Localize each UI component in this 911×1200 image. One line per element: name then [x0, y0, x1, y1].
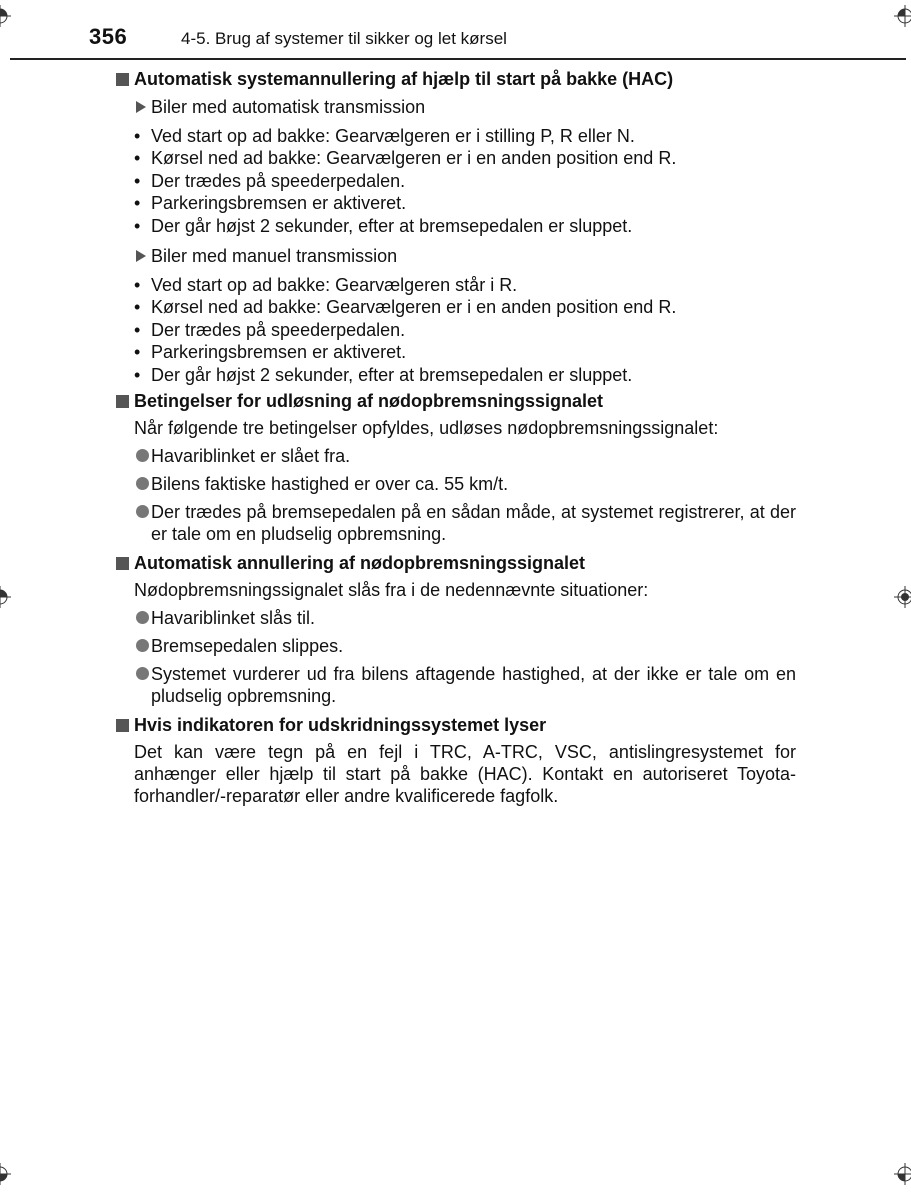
section-heading — [116, 68, 796, 92]
section-heading-text: Betingelser for udløsning af nødopbremsningssignalet — [134, 390, 604, 411]
subheading-text: Biler med automatisk transmission — [151, 97, 426, 117]
dot-bullet-icon: • — [134, 215, 141, 236]
section-heading-text: Automatisk systemannullering af hjælp til start på bakke (HAC) — [134, 69, 674, 89]
list-item: • Ved start op ad bakke: Gearvælgeren står i R. — [134, 274, 518, 295]
section-heading-text: Automatisk annullering af nødopbremsningssignalet — [134, 552, 586, 573]
list-item: • Ved start op ad bakke: Gearvælgeren er i stilling P, R eller N. — [134, 126, 635, 146]
list-item: • Kørsel ned ad bakke: Gearvælgeren er i en anden position end R. — [134, 148, 677, 169]
square-bullet-icon — [116, 73, 129, 86]
circle-bullet-icon — [136, 611, 149, 624]
section-intro: Når følgende tre betingelser opfyldes, udløses nødopbremsningssignalet: — [134, 417, 719, 438]
dot-bullet-icon: • — [134, 148, 141, 169]
chapter-title: 4-5. Brug af systemer til sikker og let kørsel — [181, 29, 507, 48]
list-item: Havariblinket er slået fra. — [116, 445, 796, 467]
header-divider — [10, 58, 906, 60]
triangle-bullet-icon — [136, 101, 146, 113]
section-heading-text: Hvis indikatoren for udskridningssystemet lyser — [134, 714, 547, 735]
dot-bullet-icon: • — [134, 274, 141, 295]
page-number: 356 — [89, 24, 128, 49]
list-item: Systemet vurderer ud fra bilens aftagende hastighed, at der ikke er tale om en pludselig opbremsning. — [116, 663, 796, 707]
list-item: • Parkeringsbremsen er aktiveret. — [134, 342, 407, 363]
circle-bullet-icon — [136, 639, 149, 652]
page-content — [116, 68, 796, 807]
subheading-text: Biler med manuel transmission — [151, 245, 398, 266]
list-item: Bilens faktiske hastighed er over ca. 55 km/t. — [116, 473, 796, 495]
list-item: Bremsepedalen slippes. — [116, 635, 796, 657]
list-item: • Der går højst 2 sekunder, efter at bremsepedalen er sluppet. — [134, 215, 633, 236]
dot-bullet-icon: • — [134, 193, 141, 214]
dot-bullet-icon: • — [134, 319, 141, 340]
section-intro: Nødopbremsningssignalet slås fra i de nedennævnte situationer: — [134, 579, 649, 600]
registration-mark-bottom-right — [894, 1163, 911, 1185]
dot-bullet-icon: • — [134, 126, 141, 146]
condition-list — [116, 274, 796, 386]
condition-list — [116, 125, 796, 237]
circle-bullet-icon — [136, 505, 149, 518]
circle-bullet-icon — [136, 449, 149, 462]
registration-mark-middle-right — [894, 586, 911, 608]
list-item: • Der går højst 2 sekunder, efter at bremsepedalen er sluppet. — [134, 364, 633, 385]
list-item: • Der trædes på speederpedalen. — [134, 319, 406, 340]
registration-mark-bottom-left — [0, 1163, 11, 1185]
subheading — [116, 96, 796, 121]
section-heading — [116, 390, 796, 414]
section-heading — [116, 714, 796, 738]
list-item: • Der trædes på speederpedalen. — [134, 170, 406, 191]
registration-mark-middle-left — [0, 586, 11, 608]
dot-bullet-icon: • — [134, 342, 141, 363]
triangle-bullet-icon — [136, 250, 146, 262]
page-header — [0, 0, 911, 62]
dot-bullet-icon: • — [134, 170, 141, 191]
square-bullet-icon — [116, 557, 129, 570]
list-item: • Kørsel ned ad bakke: Gearvælgeren er i en anden position end R. — [134, 297, 677, 318]
dot-bullet-icon: • — [134, 297, 141, 318]
list-item: Havariblinket slås til. — [116, 607, 796, 629]
section-body: Det kan være tegn på en fejl i TRC, A-TRC, VSC, antislingresystemet for anhænger eller hjælp til start på bakke (HAC). Kontakt en autoriseret Toyota-forhandler/-reparatør eller andre kvalificerede fagfolk. — [134, 741, 796, 806]
square-bullet-icon — [116, 395, 129, 408]
section-heading — [116, 552, 796, 576]
dot-bullet-icon: • — [134, 364, 141, 385]
square-bullet-icon — [116, 719, 129, 732]
list-item: • Parkeringsbremsen er aktiveret. — [134, 193, 407, 214]
circle-bullet-icon — [136, 667, 149, 680]
subheading — [116, 245, 796, 270]
list-item: Der trædes på bremsepedalen på en sådan måde, at systemet registrerer, at der er tale om en pludselig opbremsning. — [116, 501, 796, 545]
circle-bullet-icon — [136, 477, 149, 490]
